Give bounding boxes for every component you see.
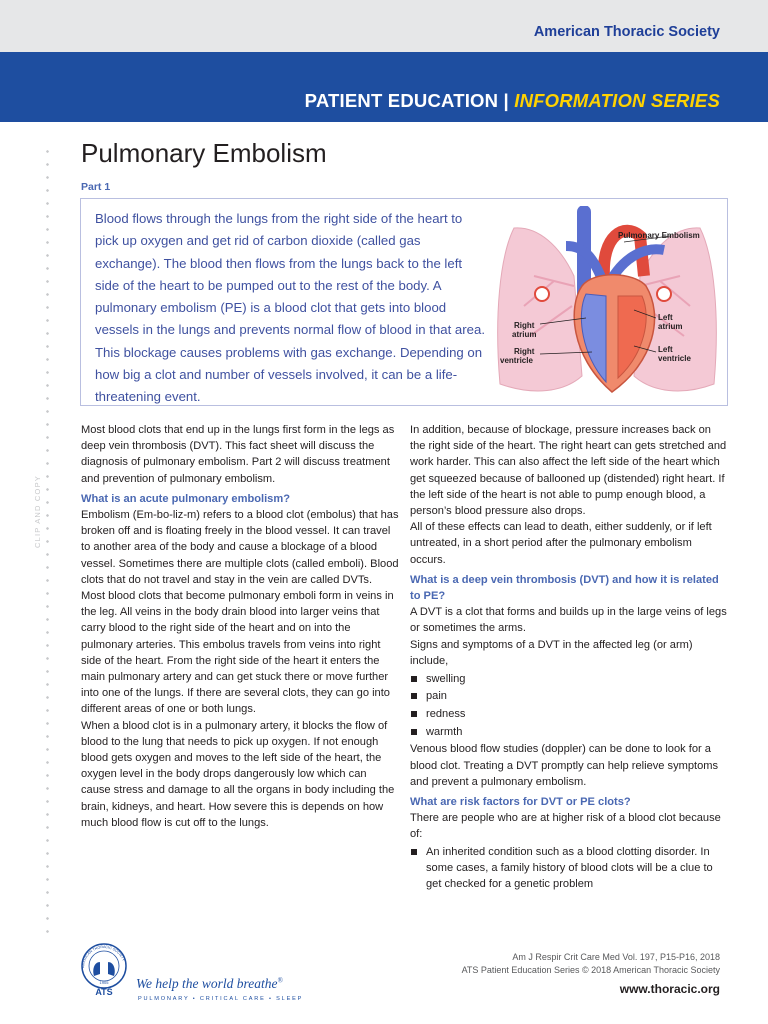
svg-text:Right atrium [512,321,537,339]
org-name: American Thoracic Society [533,24,720,40]
logo-lungs-icon [93,954,115,976]
list-item: redness [410,706,728,722]
tagline [136,976,283,992]
heart-lungs-illustration [494,206,720,402]
dotted-cut-line [46,145,49,935]
label-left-atrium-2: atrium [658,322,683,331]
series-banner [0,52,768,122]
heading-dvt: What is a deep vein thrombosis (DVT) and how it is related to PE? [410,573,719,603]
list-item: warmth [410,724,728,740]
right-paragraph-1: In addition, because of blockage, pressure increases back on the right side of the heart. The right heart can gets stretched and work harder. This can also affect the left side of the heart which get squeezed because of ballooned up (distended) right heart. If the left side of the heart is not able to pump enough blood, a person’s blood pressure also drops. [410,424,727,518]
page-title: Pulmonary Embolism [81,138,327,168]
label-right-atrium-2: atrium [512,330,537,339]
heading-acute-pe: What is an acute pulmonary embolism? [81,492,290,505]
list-item: pain [410,688,728,704]
heading-risk-factors: What are risk factors for DVT or PE clots? [410,795,631,808]
right-paragraph-3: A DVT is a clot that forms and builds up in the large veins of legs or sometimes the arms. [410,606,727,635]
website-link[interactable]: www.thoracic.org [619,982,720,996]
citation-copyright: ATS Patient Education Series © 2018 American Thoracic Society [461,965,720,975]
left-paragraph-2: Embolism (Em-bo-liz-m) refers to a blood clot (embolus) that has broken off and is floating freely in the blood vessel. It can travel to another area of the body and cause a blockage of a blood vessel. Sometimes there are multiple clots (called emboli). Blood clots that do not travel and stay in the vein are called DVTs. Most blood clots that become pulmonary emboli form in veins in the leg. All veins in the body drain blood into larger veins that carry blood to the right side of the heart and on into the pulmonary arteries. This embolus travels from veins into right side of the heart. From the right side of the heart it enters the main pulmonary artery and can get stuck there or move further into one of the lungs. If there are several clots, they can go into different areas of one or both lungs. [81,509,399,716]
right-paragraph-4: Signs and symptoms of a DVT in the affected leg (or arm) include, [410,638,693,667]
embolism-marker-right [535,287,549,301]
series-subtitle: INFORMATION SERIES [514,90,720,111]
logo-inner-ring [89,951,119,981]
right-paragraph-2: All of these effects can lead to death, either suddenly, or if left untreated, in a short period after the pulmonary embolism occurs. [410,521,712,566]
symptom-list [410,671,728,740]
label-right-ventricle-1: Right [514,347,535,356]
series-main: PATIENT EDUCATION [304,90,499,111]
series-title [305,90,720,112]
left-column [81,422,399,831]
ats-logo [76,940,132,996]
left-paragraph-1: Most blood clots that end up in the lungs first form in the legs as deep vein thrombosis (DVT). This fact sheet will discuss the diagnosis of pulmonary embolism. Part 2 will discuss treatment and prevention of pulmonary embolism. [81,424,395,485]
list-item: An inherited condition such as a blood clotting disorder. In some cases, a family history of blood clots will be a clue to get checked for a genetic problem [410,844,728,893]
citation-journal: Am J Respir Crit Care Med Vol. 197, P15-P16, 2018 [512,952,720,962]
risk-list [410,844,728,893]
label-left-ventricle-2: ventricle [658,354,691,363]
label-right-atrium-1: Right [514,321,535,330]
series-separator: | [498,90,515,111]
right-paragraph-6: There are people who are at higher risk of a blood clot because of: [410,812,721,841]
part-label: Part 1 [81,181,111,193]
right-column [410,422,728,894]
label-pulmonary-embolism: Pulmonary Embolism [618,231,700,240]
right-paragraph-5: Venous blood flow studies (doppler) can be done to look for a blood clot. Treating a DVT promptly can help relieve symptoms and prevent a pulmonary embolism. [410,743,719,788]
top-bar [0,0,768,52]
label-right-ventricle-2: ventricle [500,356,533,365]
right-lung-shape [498,228,582,391]
label-left-ventricle-1: Left [658,345,673,354]
logo-year: 1905 [99,980,109,985]
left-paragraph-3: When a blood clot is in a pulmonary artery, it blocks the flow of blood to the lung that needs to pick up oxygen. If not enough blood gets oxygen and moves to the left side of the heart, the oxygen level in the body drops dangerously low which can cause stress and damage to all the organs in body including the brain, kidneys, and heart. How severe this is depends on how much blood flow is cut off to the lungs. [81,719,395,829]
logo-ring-text: AMERICAN THORACIC SOCIETY [80,944,126,969]
list-item: swelling [410,671,728,687]
tagline-text: We help the world breathe [136,976,278,991]
intro-text: Blood flows through the lungs from the right side of the heart to pick up oxygen and get rid of carbon dioxide (called gas exchange). The blood then flows from the lungs back to the left side of the heart to be pumped out to the rest of the body. A pulmonary embolism (PE) is a blood clot that gets into blood vessels in the lungs and prevents normal flow of blood in that area. This blockage causes problems with gas exchange. Depending on how big a clot and number of vessels involved, it can be a life-threatening event. [95,211,485,405]
label-left-atrium-1: Left [658,313,673,322]
tagline-sub: PULMONARY • CRITICAL CARE • SLEEP [138,996,304,1002]
embolism-marker-left [657,287,671,301]
tagline-mark: ® [277,976,283,985]
clip-and-copy-label: CLIP AND COPY [33,475,42,548]
logo-acronym: ATS [95,987,113,996]
